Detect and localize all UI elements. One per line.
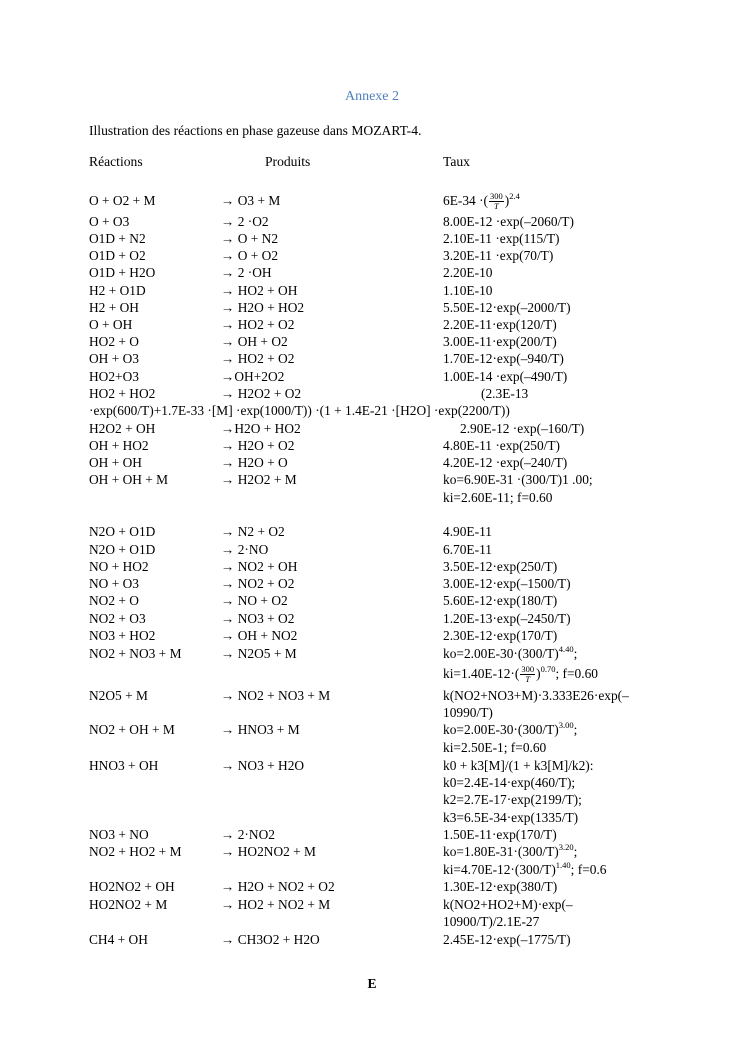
reaction-row <box>0 264 744 281</box>
reaction-row <box>0 704 744 721</box>
rate-text: ki=4.70E-12·(300/T) <box>443 862 556 877</box>
page-footer: E <box>367 976 377 991</box>
reactants: O1D + H2O <box>89 265 156 280</box>
exponent: 3.00 <box>558 720 574 730</box>
reactants: N2O + O1D <box>89 524 156 539</box>
reactants: O + OH <box>89 317 133 332</box>
exponent: 3.20 <box>558 842 574 852</box>
products: → HO2 + O2 <box>221 351 295 366</box>
reaction-row <box>0 757 744 774</box>
reaction-row <box>0 913 744 930</box>
rate: (2.3E-13 <box>481 386 529 401</box>
rate-continuation: ·exp(600/T)+1.7E-33 ·[M] ·exp(1000/T)) ·(1 + 1.4E-21 ·[H2O] ·exp(2200/T)) <box>89 403 510 418</box>
rate: k(NO2+HO2+M)·exp(– <box>443 897 573 912</box>
reaction-row <box>0 627 744 644</box>
fraction <box>489 192 504 211</box>
products: → 2 ·O2 <box>221 214 269 229</box>
reaction-row <box>0 230 744 247</box>
products: →H2O + HO2 <box>221 421 301 436</box>
intro-text: Illustration des réactions en phase gazeuse dans MOZART-4. <box>89 123 422 138</box>
reactants: NO2 + O3 <box>89 611 146 626</box>
rate: ki=2.50E-1; f=0.60 <box>443 740 547 755</box>
rate: 3.00E-11·exp(200/T) <box>443 334 557 349</box>
rate: 2.20E-10 <box>443 265 493 280</box>
reactants: O + O3 <box>89 214 130 229</box>
rate: 2.30E-12·exp(170/T) <box>443 628 558 643</box>
rate: 1.20E-13·exp(–2450/T) <box>443 611 571 626</box>
products: → NO2 + O2 <box>221 576 295 591</box>
rate: ko=6.90E-31 ·(300/T)1 .00; <box>443 472 593 487</box>
products: → H2O + NO2 + O2 <box>221 879 335 894</box>
reactants: OH + O3 <box>89 351 139 366</box>
reaction-row <box>0 402 744 419</box>
reaction-row <box>0 664 744 685</box>
products: → HO2NO2 + M <box>221 844 316 859</box>
rate-text: ko=2.00E-30·(300/T) <box>443 722 559 737</box>
fraction-denominator: T <box>525 674 531 685</box>
exponent: 4.40 <box>558 644 574 654</box>
header-reactions: Réactions <box>89 154 143 169</box>
rate-text: ) <box>536 666 541 681</box>
products: → N2O5 + M <box>221 646 297 661</box>
rate: 4.80E-11 ·exp(250/T) <box>443 438 561 453</box>
products: → 2 ·OH <box>221 265 272 280</box>
rate: k3=6.5E-34·exp(1335/T) <box>443 810 579 825</box>
products: → H2O + O <box>221 455 288 470</box>
rate <box>443 843 577 860</box>
fraction-denominator: T <box>494 201 499 212</box>
reactants: NO2 + OH + M <box>89 722 175 737</box>
reaction-row <box>0 523 744 540</box>
products: → OH + NO2 <box>221 628 298 643</box>
reaction-row <box>0 437 744 454</box>
rate: 3.00E-12·exp(–1500/T) <box>443 576 571 591</box>
reactants: O1D + O2 <box>89 248 146 263</box>
products: → CH3O2 + H2O <box>221 932 320 947</box>
reaction-row <box>0 721 744 738</box>
rate: 4.90E-11 <box>443 524 492 539</box>
rate: 4.20E-12 ·exp(–240/T) <box>443 455 568 470</box>
rate-text: ; f=0.60 <box>555 666 598 681</box>
products: → HO2 + OH <box>221 283 298 298</box>
products: → H2O + HO2 <box>221 300 305 315</box>
rate: k0=2.4E-14·exp(460/T); <box>443 775 576 790</box>
reaction-row <box>0 420 744 437</box>
rate <box>443 665 598 684</box>
reactants: HO2+O3 <box>89 369 139 384</box>
reaction-row <box>0 575 744 592</box>
reactants: HO2 + HO2 <box>89 386 156 401</box>
reactants: OH + HO2 <box>89 438 149 453</box>
reaction-row <box>0 385 744 402</box>
products: → NO2 + OH <box>221 559 298 574</box>
products: → N2 + O2 <box>221 524 285 539</box>
reaction-row <box>0 931 744 948</box>
fraction-numerator: 300 <box>490 191 503 202</box>
reaction-row <box>0 191 744 212</box>
reaction-row <box>0 350 744 367</box>
reactants: N2O + O1D <box>89 542 156 557</box>
reaction-row <box>0 826 744 843</box>
reactants: NO + HO2 <box>89 559 149 574</box>
rate: 6.70E-11 <box>443 542 492 557</box>
rate-text: ko=1.80E-31·(300/T) <box>443 844 559 859</box>
products: → O + O2 <box>221 248 279 263</box>
reactants: OH + OH + M <box>89 472 169 487</box>
rate-text: ; <box>573 844 578 859</box>
fraction <box>520 665 535 684</box>
reaction-row <box>0 299 744 316</box>
header-taux: Taux <box>443 154 470 169</box>
reaction-row <box>0 471 744 488</box>
rate-text: ki=1.40E-12·( <box>443 666 520 681</box>
reactants: H2 + OH <box>89 300 139 315</box>
rate <box>443 861 607 878</box>
rate: 5.60E-12·exp(180/T) <box>443 593 558 608</box>
reaction-row <box>0 489 744 506</box>
products: → H2O2 + M <box>221 472 297 487</box>
reaction-row <box>0 282 744 299</box>
reaction-row <box>0 791 744 808</box>
rate: ki=2.60E-11; f=0.60 <box>443 490 553 505</box>
reactants: NO2 + HO2 + M <box>89 844 182 859</box>
products: →OH+2O2 <box>221 369 285 384</box>
rate-text: 6E-34 ·( <box>443 193 488 208</box>
rate: 2.20E-11·exp(120/T) <box>443 317 557 332</box>
rate: 3.20E-11 ·exp(70/T) <box>443 248 554 263</box>
rate: 10990/T) <box>443 705 493 720</box>
products: → 2·NO <box>221 542 269 557</box>
exponent: 1.40 <box>555 860 571 870</box>
exponent: 0.70 <box>540 664 556 674</box>
header-produits: Produits <box>265 154 311 169</box>
reaction-row <box>0 645 744 662</box>
reaction-row <box>0 558 744 575</box>
products: → NO2 + NO3 + M <box>221 688 331 703</box>
products: → 2·NO2 <box>221 827 275 842</box>
reaction-row <box>0 687 744 704</box>
rate: 2.10E-11 ·exp(115/T) <box>443 231 560 246</box>
reactants: HNO3 + OH <box>89 758 159 773</box>
reaction-row <box>0 454 744 471</box>
reactants: NO3 + HO2 <box>89 628 156 643</box>
rate: k2=2.7E-17·exp(2199/T); <box>443 792 582 807</box>
rate: 1.30E-12·exp(380/T) <box>443 879 558 894</box>
rate-text: ) <box>504 193 510 208</box>
products: → HNO3 + M <box>221 722 300 737</box>
products: → NO3 + H2O <box>221 758 305 773</box>
reaction-row <box>0 316 744 333</box>
rate: 1.70E-12·exp(–940/T) <box>443 351 564 366</box>
reactants: HO2 + O <box>89 334 139 349</box>
reaction-row <box>0 739 744 756</box>
rate-text: ; <box>573 722 578 737</box>
reaction-row <box>0 333 744 350</box>
reaction-row <box>0 809 744 826</box>
reactants: N2O5 + M <box>89 688 148 703</box>
rate: 2.45E-12·exp(–1775/T) <box>443 932 571 947</box>
rate: 2.90E-12 ·exp(–160/T) <box>460 421 585 436</box>
products: → O + N2 <box>221 231 279 246</box>
reactants: O + O2 + M <box>89 193 156 208</box>
rate <box>443 192 520 211</box>
rate-text: ko=2.00E-30·(300/T) <box>443 646 559 661</box>
rate: 3.50E-12·exp(250/T) <box>443 559 558 574</box>
rate <box>443 721 577 738</box>
reactants: H2 + O1D <box>89 283 146 298</box>
products: → HO2 + NO2 + M <box>221 897 331 912</box>
reaction-row <box>0 878 744 895</box>
products: → H2O2 + O2 <box>221 386 302 401</box>
rate <box>443 645 577 662</box>
reactants: NO2 + NO3 + M <box>89 646 182 661</box>
rate: 5.50E-12·exp(–2000/T) <box>443 300 571 315</box>
rate: 1.00E-14 ·exp(–490/T) <box>443 369 568 384</box>
page-title: Annexe 2 <box>344 89 400 104</box>
rate: 1.50E-11·exp(170/T) <box>443 827 557 842</box>
reaction-row <box>0 843 744 860</box>
reaction-row <box>0 541 744 558</box>
reaction-row <box>0 213 744 230</box>
reactants: NO + O3 <box>89 576 139 591</box>
reaction-row <box>0 368 744 385</box>
rate-text: ; f=0.6 <box>570 862 607 877</box>
products: → HO2 + O2 <box>221 317 295 332</box>
rate: 8.00E-12 ·exp(–2060/T) <box>443 214 574 229</box>
products: → NO + O2 <box>221 593 288 608</box>
reaction-row <box>0 610 744 627</box>
reactants: H2O2 + OH <box>89 421 156 436</box>
reactants: NO2 + O <box>89 593 139 608</box>
rate: k(NO2+NO3+M)·3.333E26·exp(– <box>443 688 629 703</box>
reaction-row <box>0 774 744 791</box>
reaction-row <box>0 896 744 913</box>
reaction-row <box>0 592 744 609</box>
reactants: OH + OH <box>89 455 142 470</box>
reactants: CH4 + OH <box>89 932 148 947</box>
reactants: HO2NO2 + M <box>89 897 168 912</box>
reactants: O1D + N2 <box>89 231 146 246</box>
products: → H2O + O2 <box>221 438 295 453</box>
reaction-row <box>0 247 744 264</box>
rate-text: ; <box>573 646 578 661</box>
products: → NO3 + O2 <box>221 611 295 626</box>
reactants: HO2NO2 + OH <box>89 879 175 894</box>
reactants: NO3 + NO <box>89 827 149 842</box>
rate: 10900/T)/2.1E-27 <box>443 914 540 929</box>
exponent: 2.4 <box>509 191 520 201</box>
reaction-row <box>0 861 744 878</box>
products: → O3 + M <box>221 193 281 208</box>
products: → OH + O2 <box>221 334 288 349</box>
rate: k0 + k3[M]/(1 + k3[M]/k2): <box>443 758 594 773</box>
rate: 1.10E-10 <box>443 283 493 298</box>
fraction-numerator: 300 <box>521 664 535 675</box>
